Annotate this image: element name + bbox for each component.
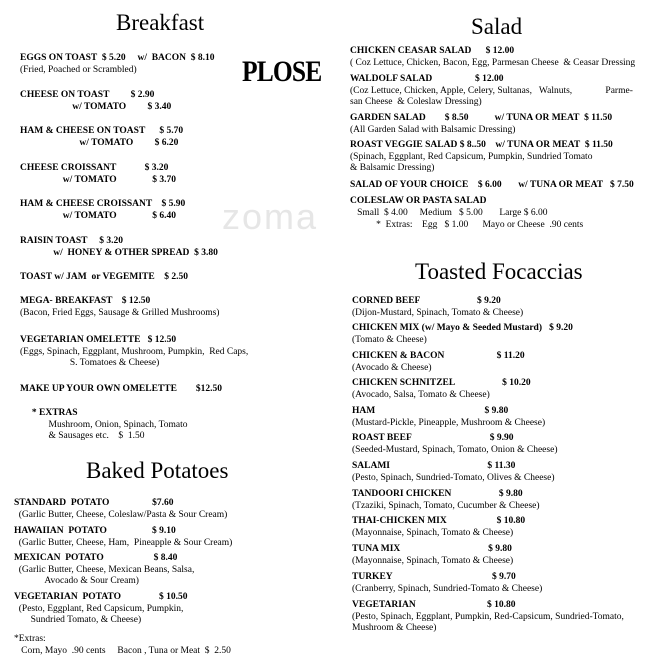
menu-item [352, 433, 557, 456]
item-desc: Avocado & Sour Cream) [14, 576, 139, 586]
item-desc: (Garlic Butter, Cheese, Coleslaw/Pasta & Sour Cream) [14, 509, 228, 520]
item-desc: (Seeded-Mustard, Spinach, Tomato, Onion & Cheese) [352, 444, 558, 455]
item-title: MEXICAN POTATO $ 8.40 [14, 553, 178, 563]
menu-item [20, 199, 185, 222]
item-desc: (Coz Lettuce, Chicken, Apple, Celery, Sultanas, Walnuts, Parme- [350, 85, 633, 96]
item-desc: * Extras: Egg $ 1.00 Mayo or Cheese .90 cents [350, 220, 584, 230]
item-title: CHICKEN CEASAR SALAD $ 12.00 [350, 46, 515, 56]
item-title: VEGETARIAN POTATO $ 10.50 [14, 592, 188, 602]
item-desc: (Pesto, Spinach, Eggplant, Pumpkin, Red-Capsicum, Sundried-Tomato, [352, 611, 624, 622]
menu-item [352, 351, 525, 374]
item-desc: Mushroom & Cheese) [352, 623, 437, 633]
focaccias-heading: Toasted Focaccias [415, 259, 583, 284]
menu-item [352, 406, 545, 429]
menu-item [14, 526, 232, 549]
item-title: WALDOLF SALAD $ 12.00 [350, 74, 504, 84]
item-desc: Mushroom, Onion, Spinach, Tomato [20, 419, 188, 430]
menu-item [14, 498, 227, 521]
menu-item [20, 335, 248, 370]
item-title: CHICKEN SCHNITZEL $ 10.20 [352, 378, 531, 388]
item-title: TURKEY $ 9.70 [352, 572, 516, 582]
menu-item [352, 516, 525, 539]
item-title: CHEESE CROISSANT $ 3.20 [20, 163, 169, 173]
item-desc: san Cheese & Coleslaw Dressing) [350, 97, 482, 107]
item-desc: (Mayonnaise, Spinach, Tomato & Cheese) [352, 555, 514, 566]
item-title: HAM & CHEESE CROISSANT $ 5.90 [20, 199, 186, 209]
item-title: HAM $ 9.80 [352, 406, 509, 416]
item-desc: (Tzaziki, Spinach, Tomato, Cucumber & Cheese) [352, 500, 540, 511]
item-desc: (Fried, Poached or Scrambled) [20, 64, 137, 75]
item-desc: (Garlic Butter, Cheese, Ham, Pineapple & Sour Cream) [14, 537, 233, 548]
item-title: ROAST BEEF $ 9.90 [352, 433, 514, 443]
item-desc: w/ TOMATO $ 3.70 [20, 174, 177, 185]
baked-potatoes-heading: Baked Potatoes [86, 458, 229, 483]
watermark: zoma [222, 196, 319, 237]
menu-item [20, 163, 176, 186]
menu-item [350, 220, 583, 232]
item-desc: & Sausages etc. $ 1.50 [20, 431, 145, 441]
menu-item [350, 113, 612, 136]
item-title: CHICKEN & BACON $ 11.20 [352, 351, 525, 361]
item-desc: (Bacon, Fried Eggs, Sausage & Grilled Mushrooms) [20, 307, 220, 318]
menu-item [352, 461, 555, 484]
menu-item [352, 378, 531, 401]
menu-item [350, 180, 634, 192]
item-desc: & Balsamic Dressing) [350, 163, 435, 173]
menu-item [352, 323, 573, 346]
salad-heading: Salad [471, 14, 523, 39]
item-title: GARDEN SALAD $ 8.50 w/ TUNA OR MEAT $ 11.50 [350, 113, 613, 123]
item-title: STANDARD POTATO $7.60 [14, 498, 174, 508]
item-desc: S. Tomatoes & Cheese) [20, 358, 160, 368]
item-desc: w/ TOMATO $ 6.40 [20, 210, 177, 221]
item-title: THAI-CHICKEN MIX $ 10.80 [352, 516, 526, 526]
item-desc: (Dijon-Mustard, Spinach, Tomato & Cheese) [352, 307, 524, 318]
menu-item [352, 296, 523, 319]
item-title: HAM & CHEESE ON TOAST $ 5.70 [20, 126, 184, 136]
item-desc: (Mayonnaise, Spinach, Tomato & Cheese) [352, 527, 514, 538]
item-desc: w/ TOMATO $ 3.40 [20, 101, 172, 112]
menu-item [20, 53, 215, 76]
item-desc: Small $ 4.00 Medium $ 5.00 Large $ 6.00 [350, 207, 548, 218]
menu-item [14, 592, 187, 627]
menu-item [20, 296, 219, 319]
item-title: CHICKEN MIX (w/ Mayo & Seeded Mustard) $ 9.20 [352, 323, 573, 333]
menu-item [14, 553, 194, 588]
item-desc: (Spinach, Eggplant, Red Capsicum, Pumpkin, Sundried Tomato [350, 151, 593, 162]
menu-item [350, 196, 547, 219]
item-title: TOAST w/ JAM or VEGEMITE $ 2.50 [20, 272, 188, 282]
item-title: ROAST VEGGIE SALAD $ 8..50 w/ TUNA OR MEAT $ 11.50 [350, 140, 613, 150]
item-desc: (Garlic Butter, Cheese, Mexican Beans, Salsa, [14, 564, 195, 575]
item-desc: (Tomato & Cheese) [352, 334, 427, 345]
item-desc: (All Garden Salad with Balsamic Dressing) [350, 124, 516, 135]
item-title: TANDOORI CHICKEN $ 9.80 [352, 489, 523, 499]
item-title: VEGETARIAN $ 10.80 [352, 600, 516, 610]
menu-item [20, 384, 222, 396]
item-desc: (Avocado & Cheese) [352, 362, 432, 373]
item-title: SALAD OF YOUR CHOICE $ 6.00 w/ TUNA OR MEAT $ 7.50 [350, 180, 634, 190]
menu-item [20, 126, 183, 149]
item-title: VEGETARIAN OMELETTE $ 12.50 [20, 335, 177, 345]
item-title: * EXTRAS [20, 408, 78, 418]
item-desc: Corn, Mayo .90 cents Bacon , Tuna or Meat $ 2.50 [14, 645, 231, 656]
menu-item [20, 236, 218, 259]
item-desc: Sundried Tomato, & Cheese) [14, 615, 142, 625]
item-desc: w/ TOMATO $ 6.20 [20, 137, 179, 148]
item-desc: (Pesto, Spinach, Sundried-Tomato, Olives & Cheese) [352, 472, 555, 483]
menu-item [20, 408, 188, 443]
item-title: COLESLAW OR PASTA SALAD [350, 196, 487, 206]
breakfast-heading: Breakfast [116, 10, 205, 35]
menu-item [20, 272, 188, 284]
item-title: SALAMI $ 11.30 [352, 461, 516, 471]
menu-item [352, 489, 540, 512]
item-title: CHEESE ON TOAST $ 2.90 [20, 90, 155, 100]
item-title: MEGA- BREAKFAST $ 12.50 [20, 296, 151, 306]
item-desc: (Pesto, Eggplant, Red Capsicum, Pumpkin, [14, 603, 184, 614]
menu-item [14, 634, 231, 657]
menu-item [20, 90, 171, 113]
item-title: HAWAIIAN POTATO $ 9.10 [14, 526, 176, 536]
menu-item [350, 140, 613, 175]
item-title: MAKE UP YOUR OWN OMELETTE $12.50 [20, 384, 223, 394]
handwritten-stamp: PLOSE [242, 55, 322, 88]
item-desc: (Eggs, Spinach, Eggplant, Mushroom, Pumpkin, Red Caps, [20, 346, 249, 357]
item-desc: (Cranberry, Spinach, Sundried-Tomato & Cheese) [352, 583, 543, 594]
menu-item [352, 544, 513, 567]
menu-item [350, 46, 635, 69]
item-desc: (Avocado, Salsa, Tomato & Cheese) [352, 389, 490, 400]
item-title: TUNA MIX $ 9.80 [352, 544, 512, 554]
item-desc: ( Coz Lettuce, Chicken, Bacon, Egg, Parmesan Cheese & Ceasar Dressing [350, 57, 636, 68]
menu-item [352, 572, 542, 595]
item-title: CORNED BEEF $ 9.20 [352, 296, 501, 306]
item-title: EGGS ON TOAST $ 5.20 w/ BACON $ 8.10 [20, 53, 215, 63]
menu-item [352, 600, 624, 635]
item-desc: (Mustard-Pickle, Pineapple, Mushroom & Cheese) [352, 417, 546, 428]
item-desc: w/ HONEY & OTHER SPREAD $ 3.80 [20, 247, 218, 258]
item-title: *Extras: [14, 634, 46, 644]
item-title: RAISIN TOAST $ 3.20 [20, 236, 123, 246]
menu-item [350, 74, 633, 109]
